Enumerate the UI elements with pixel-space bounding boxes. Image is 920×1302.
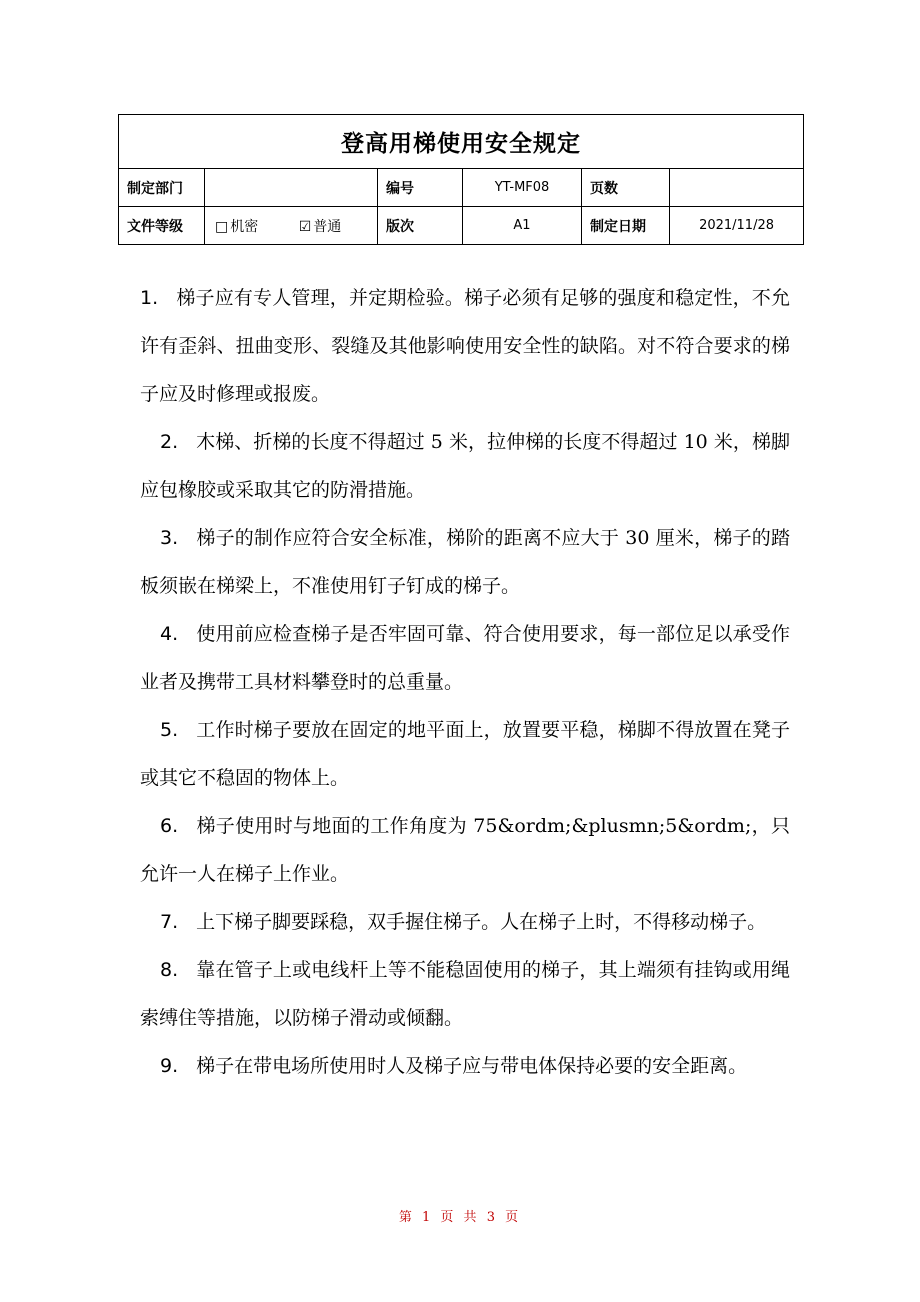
item-number: 6. xyxy=(160,815,179,837)
item-text: 梯子的制作应符合安全标准，梯阶的距离不应大于 30 厘米，梯子的踏板须嵌在梯梁上，不准使用钉子钉成的梯子。 xyxy=(140,527,790,597)
item-text: 靠在管子上或电线杆上等不能稳固使用的梯子，其上端须有挂钩或用绳索缚住等措施，以防梯子滑动或倾翻。 xyxy=(140,959,790,1029)
item-number: 7. xyxy=(160,911,179,933)
document-title: 登高用梯使用安全规定 xyxy=(119,115,804,169)
item-text: 木梯、折梯的长度不得超过 5 米，拉伸梯的长度不得超过 10 米，梯脚应包橡胶或采取其它的防滑措施。 xyxy=(140,431,790,501)
regulation-item xyxy=(140,274,790,418)
document-header-table xyxy=(118,114,804,245)
item-number: 2. xyxy=(160,431,179,453)
version-label: 版次 xyxy=(378,207,463,245)
grade-option-normal xyxy=(299,216,342,236)
item-text: 工作时梯子要放在固定的地平面上，放置要平稳，梯脚不得放置在凳子或其它不稳固的物体上。 xyxy=(140,719,790,789)
item-text: 梯子应有专人管理，并定期检验。梯子必须有足够的强度和稳定性，不允许有歪斜、扭曲变形、裂缝及其他影响使用安全性的缺陷。对不符合要求的梯子应及时修理或报废。 xyxy=(140,287,790,405)
item-number: 5. xyxy=(160,719,179,741)
item-text: 梯子使用时与地面的工作角度为 75&ordm;&plusmn;5&ordm;，只允许一人在梯子上作业。 xyxy=(140,815,790,885)
page-footer: 第 1 页 共 3 页 xyxy=(398,1210,522,1225)
regulation-item xyxy=(140,1042,790,1090)
checked-box-icon: ☑ xyxy=(298,218,312,235)
grade-option-label: 普通 xyxy=(313,218,342,235)
grade-option-confidential xyxy=(215,216,258,236)
dept-value xyxy=(205,169,378,207)
item-text: 使用前应检查梯子是否牢固可靠、符合使用要求，每一部位足以承受作业者及携带工具材料攀登时的总重量。 xyxy=(140,623,790,693)
dept-label: 制定部门 xyxy=(119,169,205,207)
date-label: 制定日期 xyxy=(582,207,670,245)
item-number: 4. xyxy=(160,623,179,645)
regulation-item xyxy=(140,946,790,1042)
version-value: A1 xyxy=(463,207,582,245)
regulation-item xyxy=(140,418,790,514)
code-value: YT-MF08 xyxy=(463,169,582,207)
regulation-item xyxy=(140,898,790,946)
item-text: 梯子在带电场所使用时人及梯子应与带电体保持必要的安全距离。 xyxy=(196,1055,748,1077)
grade-options xyxy=(205,207,378,245)
pages-value xyxy=(670,169,804,207)
item-number: 1. xyxy=(140,287,159,309)
unchecked-box-icon: □ xyxy=(215,218,229,235)
grade-label: 文件等级 xyxy=(119,207,205,245)
grade-option-label: 机密 xyxy=(230,218,259,235)
regulation-item xyxy=(140,514,790,610)
regulation-item xyxy=(140,706,790,802)
regulation-items xyxy=(140,274,790,1090)
code-label: 编号 xyxy=(378,169,463,207)
regulation-item xyxy=(140,610,790,706)
item-number: 9. xyxy=(160,1055,179,1077)
item-number: 3. xyxy=(160,527,179,549)
item-text: 上下梯子脚要踩稳，双手握住梯子。人在梯子上时，不得移动梯子。 xyxy=(196,911,767,933)
regulation-item xyxy=(140,802,790,898)
item-number: 8. xyxy=(160,959,179,981)
date-value: 2021/11/28 xyxy=(670,207,804,245)
pages-label: 页数 xyxy=(582,169,670,207)
